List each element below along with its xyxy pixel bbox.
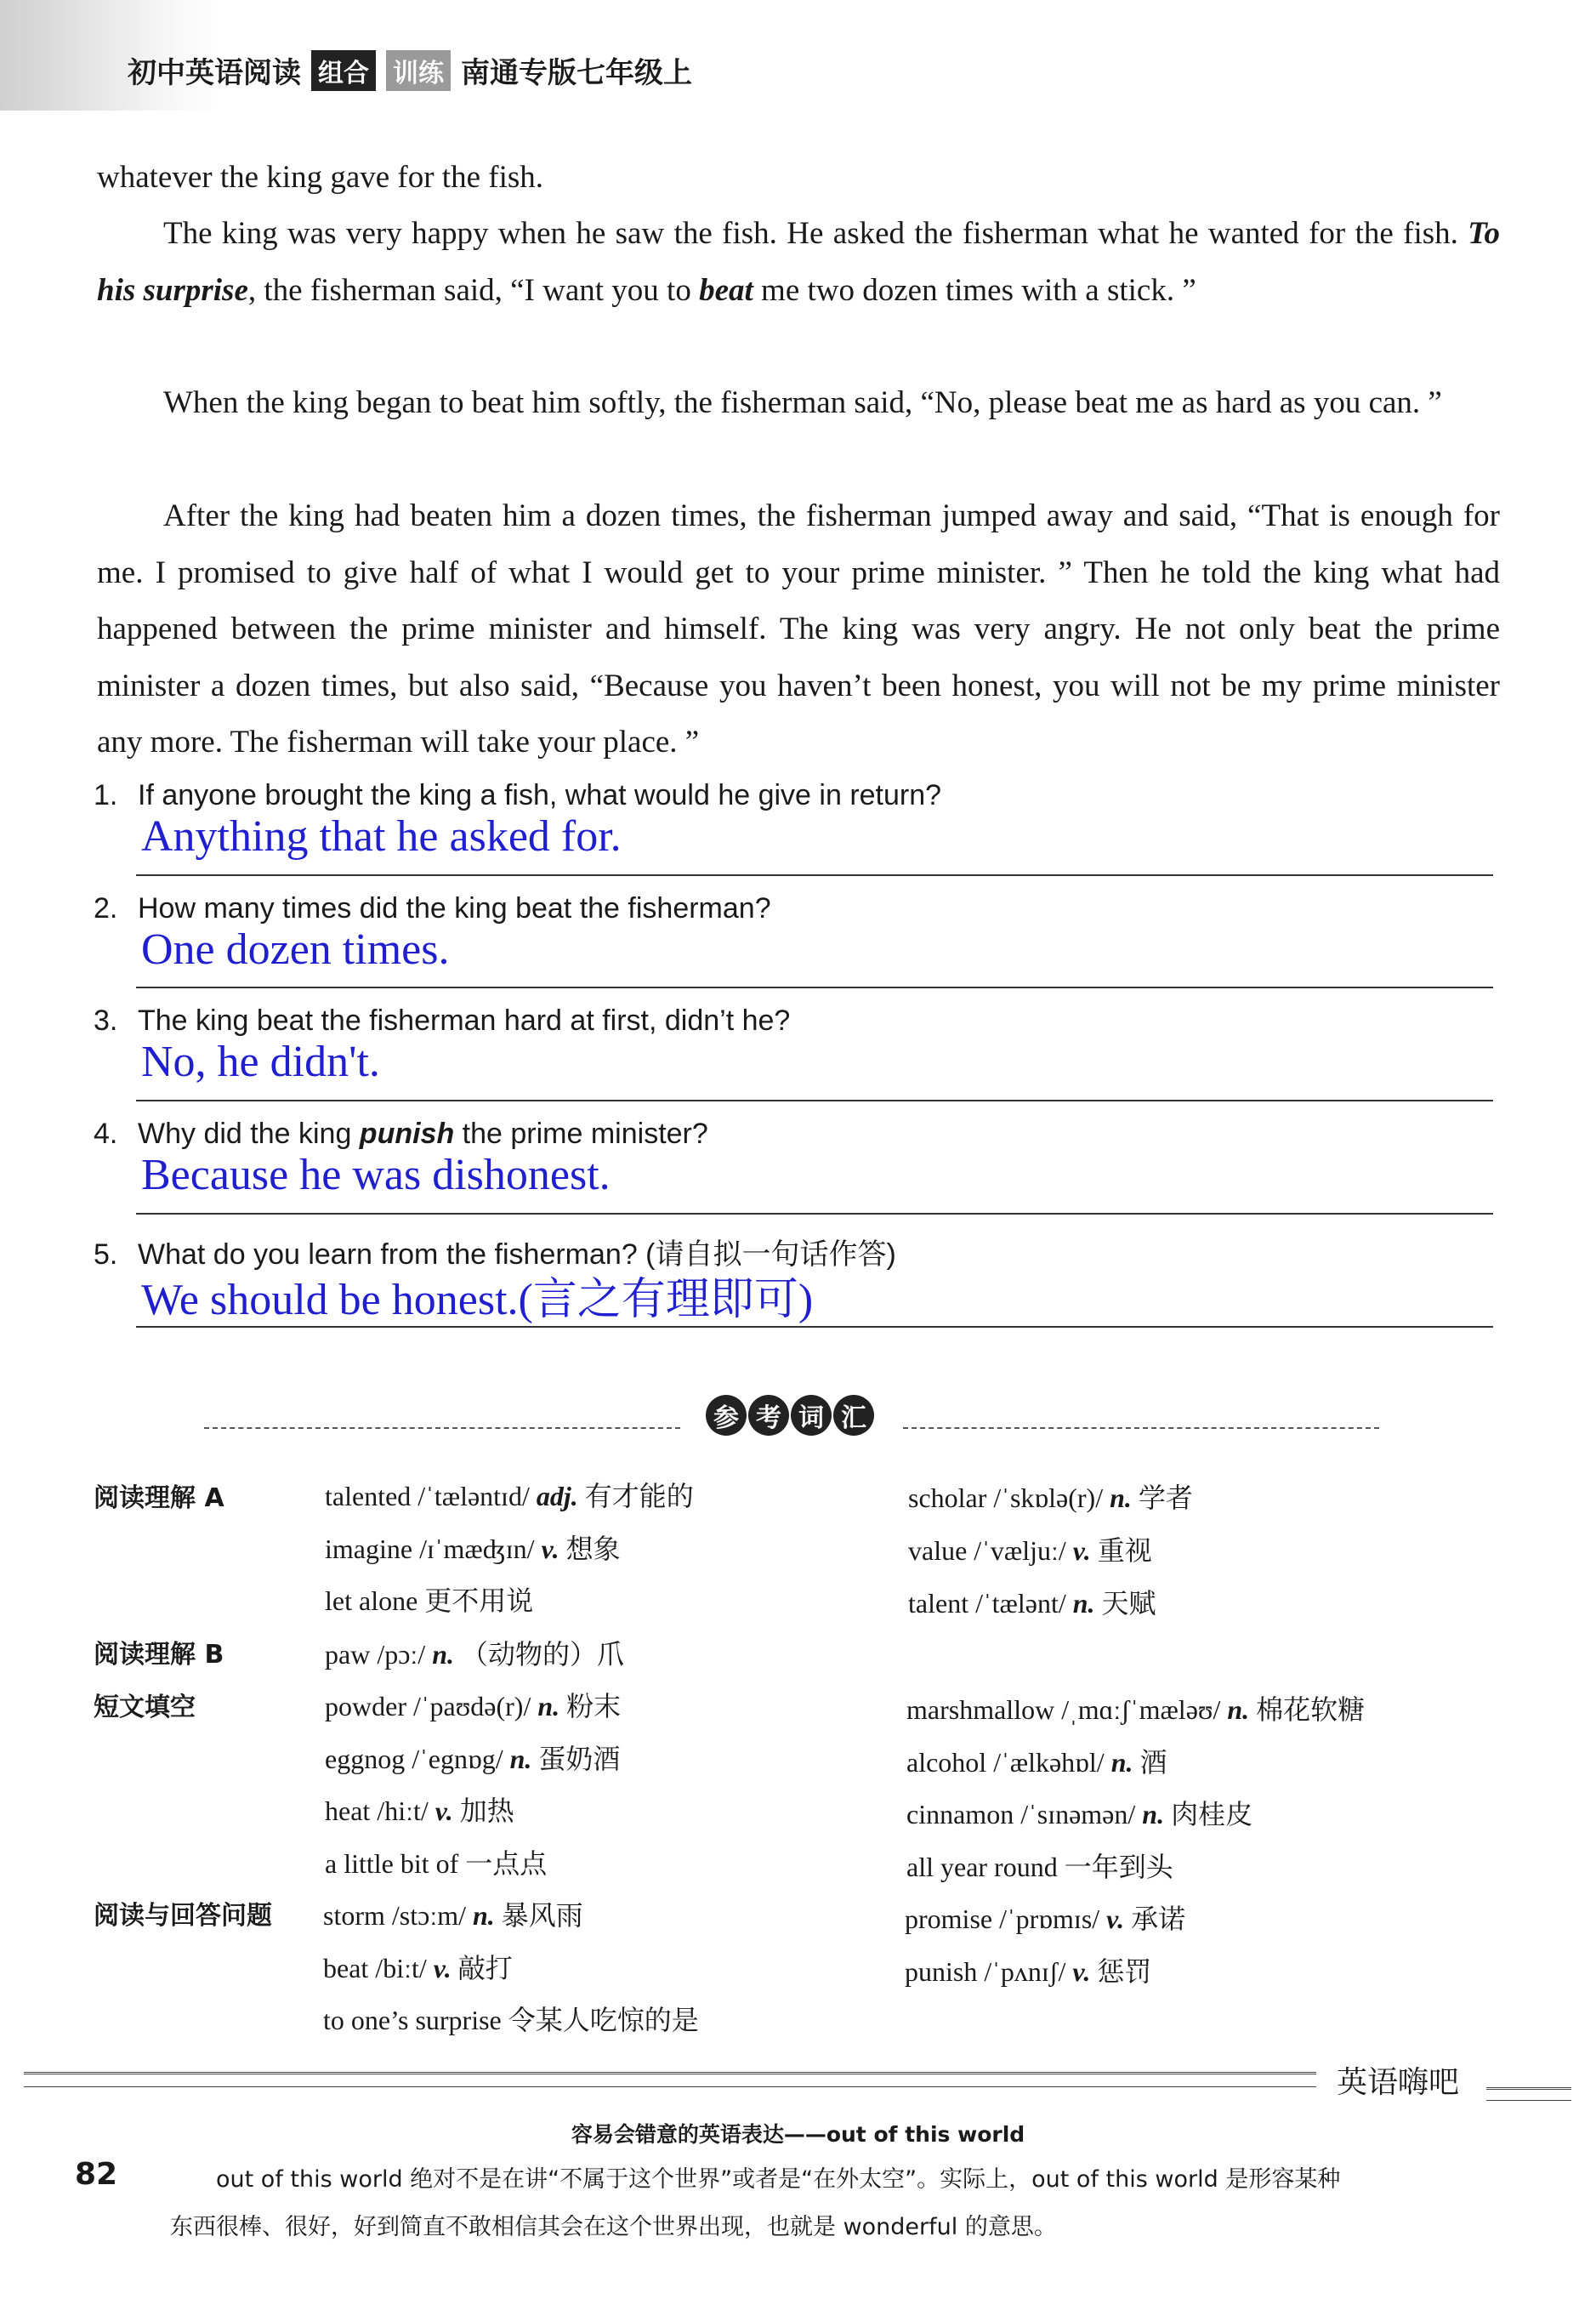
- vocab-meaning: （动物的）爪: [453, 1639, 624, 1670]
- vocab-badge: [706, 1395, 874, 1436]
- answer-line: [136, 987, 1493, 988]
- answer-line: [136, 1326, 1493, 1328]
- vocab-meaning: 粉末: [559, 1691, 622, 1721]
- vocab-entry-value: [908, 1529, 1152, 1568]
- vocab-entry-storm: [323, 1894, 583, 1933]
- vocab-section-read-answer: 阅读与回答问题: [94, 1901, 272, 1931]
- question-2: [94, 892, 1497, 925]
- vocab-pos: v.: [1072, 1956, 1091, 1987]
- question-3: [94, 1004, 1497, 1038]
- answer-line: [136, 1100, 1493, 1101]
- vocab-section-reading-a: 阅读理解 A: [94, 1483, 224, 1513]
- badge-char: 汇: [833, 1395, 874, 1436]
- vocab-entry-a-little-bit-of: [325, 1842, 547, 1881]
- vocab-word: paw /pɔː/: [325, 1639, 433, 1670]
- vocab-meaning: 酒: [1133, 1747, 1167, 1778]
- footer-rule: [24, 2072, 1316, 2087]
- page-number: 82: [75, 2157, 118, 2192]
- vocab-meaning: 承诺: [1124, 1903, 1186, 1934]
- vocab-word: value /ˈvæljuː/: [908, 1535, 1073, 1566]
- answer-1: Anything that he asked for.: [141, 812, 622, 861]
- vocab-meaning: 重视: [1090, 1535, 1152, 1566]
- passage-paragraph-0: whatever the king gave for the fish.: [97, 160, 544, 195]
- question-text: Why did the king: [138, 1118, 360, 1150]
- vocab-divider-right: [903, 1427, 1379, 1429]
- vocab-meaning: 想象: [559, 1534, 621, 1564]
- vocab-divider-left: [204, 1427, 680, 1429]
- vocab-section-reading-b: 阅读理解 B: [94, 1640, 224, 1670]
- question-text: the prime minister?: [454, 1118, 708, 1150]
- question-number: 1.: [94, 779, 118, 811]
- answer-5: We should be honest.(言之有理即可): [141, 1276, 814, 1324]
- vocab-word: alcohol /ˈælkəhɒl/: [906, 1747, 1111, 1778]
- vocab-word: eggnog /ˈegnɒg/: [325, 1744, 510, 1774]
- question-4: [94, 1118, 1497, 1151]
- vocab-entry-punish: [905, 1950, 1151, 1989]
- question-text: How many times did the king beat the fisherman?: [138, 892, 771, 925]
- vocab-pos: n.: [473, 1900, 495, 1931]
- vocab-entry-talent: [908, 1582, 1156, 1621]
- book-tag-combo: 组合: [311, 50, 376, 91]
- answer-line: [136, 1213, 1493, 1215]
- question-number: 2.: [94, 892, 118, 925]
- vocab-word: heat /hiːt/: [325, 1795, 435, 1826]
- vocab-entry-scholar: [908, 1477, 1193, 1516]
- vocab-pos: n.: [1072, 1588, 1095, 1619]
- vocab-entry-to-ones-surprise: [323, 1999, 699, 2038]
- footer-rule-right: [1486, 2087, 1571, 2101]
- vocab-word: powder /ˈpaʊdə(r)/: [325, 1691, 538, 1721]
- answer-4: Because he was dishonest.: [141, 1151, 611, 1199]
- vocab-pos: v.: [433, 1953, 452, 1983]
- question-text: If anyone brought the king a fish, what would he give in return?: [138, 779, 942, 811]
- question-number: 5.: [94, 1238, 118, 1271]
- vocab-entry-all-year-round: [906, 1846, 1173, 1885]
- vocab-meaning: 蛋奶酒: [531, 1744, 621, 1774]
- passage-text: The king was very happy when he saw the fish. He asked the fisherman what he wanted for the fish.: [163, 216, 1468, 251]
- vocab-pos: v.: [1106, 1903, 1125, 1934]
- vocab-word: promise /ˈprɒmɪs/: [905, 1903, 1107, 1934]
- tip-title: 容易会错意的英语表达——out of this world: [571, 2122, 1025, 2147]
- vocab-entry-marshmallow: [906, 1688, 1365, 1727]
- vocab-entry-beat: [323, 1947, 513, 1986]
- vocab-word: let alone 更不用说: [325, 1585, 534, 1616]
- vocab-entry-alcohol: [906, 1741, 1167, 1780]
- book-tag-training: 训练: [386, 50, 451, 91]
- vocab-entry-paw: [325, 1633, 624, 1672]
- badge-char: 词: [791, 1395, 832, 1436]
- vocab-word: imagine /ɪˈmæʤɪn/: [325, 1534, 542, 1564]
- vocab-entry-let-alone: [325, 1579, 533, 1619]
- book-title-right: 南通专版七年级上: [461, 56, 692, 90]
- vocab-meaning: 惩罚: [1090, 1956, 1152, 1987]
- question-text: The king beat the fisherman hard at first, didn’t he?: [138, 1004, 791, 1037]
- vocab-meaning: 敲打: [451, 1953, 513, 1983]
- vocab-entry-talented: [325, 1475, 694, 1514]
- answer-3: No, he didn't.: [141, 1038, 380, 1086]
- vocab-entry-promise: [905, 1898, 1185, 1937]
- vocab-entry-imagine: [325, 1528, 621, 1567]
- question-number: 3.: [94, 1004, 118, 1037]
- vocab-pos: n.: [1110, 1747, 1133, 1778]
- vocab-meaning: 暴风雨: [494, 1900, 583, 1931]
- vocab-meaning: 加热: [452, 1795, 514, 1826]
- vocab-pos: v.: [1072, 1535, 1091, 1566]
- question-word-punish: punish: [359, 1118, 455, 1150]
- vocab-pos: n.: [1142, 1799, 1165, 1829]
- passage-paragraph-2: When the king began to beat him softly, the fisherman said, “No, please beat me as hard as you can. ”: [163, 385, 1442, 420]
- vocab-pos: v.: [541, 1534, 559, 1564]
- vocab-pos: n.: [1227, 1694, 1250, 1725]
- passage-phrase-to-his-surprise: To his surprise: [97, 216, 1500, 308]
- question-text: What do you learn from the fisherman? (请自拟一句话作答): [138, 1238, 896, 1271]
- book-title-left: 初中英语阅读: [128, 56, 301, 90]
- tip-line-2: 东西很棒、很好，好到简直不敢相信其会在这个世界出现，也就是 wonderful 的意思。: [170, 2214, 1057, 2240]
- vocab-entry-heat: [325, 1790, 514, 1829]
- vocab-word: talented /ˈtæləntɪd/: [325, 1481, 537, 1511]
- footer-brand: 英语嗨吧: [1337, 2065, 1460, 2100]
- vocab-pos: n.: [1110, 1482, 1132, 1513]
- vocab-word: punish /ˈpʌnɪʃ/: [905, 1956, 1073, 1987]
- answer-2: One dozen times.: [141, 925, 450, 974]
- question-number: 4.: [94, 1118, 118, 1150]
- vocab-entry-powder: [325, 1685, 621, 1724]
- vocab-entry-eggnog: [325, 1738, 620, 1777]
- vocab-word: scholar /ˈskɒlə(r)/: [908, 1482, 1110, 1513]
- vocab-meaning: 肉桂皮: [1164, 1799, 1253, 1829]
- page-header: [0, 0, 1596, 111]
- vocab-word: marshmallow /ˌmɑːʃˈmæləʊ/: [906, 1694, 1228, 1725]
- vocab-meaning: 学者: [1131, 1482, 1193, 1513]
- vocab-section-cloze: 短文填空: [94, 1693, 196, 1722]
- vocab-word: to one’s surprise 令某人吃惊的是: [323, 2005, 699, 2035]
- tip-line-1: out of this world 绝对不是在讲“不属于这个世界”或者是“在外太空”。实际上，out of this world 是形容某种: [216, 2166, 1341, 2193]
- book-title: [128, 49, 692, 91]
- vocab-pos: n.: [509, 1744, 532, 1774]
- vocab-meaning: 天赋: [1094, 1588, 1156, 1619]
- vocab-word: all year round 一年到头: [906, 1852, 1173, 1882]
- vocab-pos: v.: [434, 1795, 453, 1826]
- vocab-meaning: 棉花软糖: [1249, 1694, 1366, 1725]
- answer-line: [136, 874, 1493, 876]
- question-1: [94, 779, 1497, 812]
- passage-text: , the fisherman said, “I want you to: [247, 272, 700, 308]
- badge-char: 参: [706, 1395, 747, 1436]
- vocab-word: storm /stɔːm/: [323, 1900, 473, 1931]
- vocab-word: beat /biːt/: [323, 1953, 434, 1983]
- vocab-word: cinnamon /ˈsɪnəmən/: [906, 1799, 1143, 1829]
- vocab-entry-cinnamon: [906, 1793, 1252, 1832]
- vocab-word: a little bit of 一点点: [325, 1848, 548, 1879]
- vocab-pos: n.: [432, 1639, 454, 1670]
- vocab-pos: adj.: [536, 1481, 578, 1511]
- vocab-pos: n.: [537, 1691, 560, 1721]
- badge-char: 考: [748, 1395, 789, 1436]
- passage-paragraph-3: After the king had beaten him a dozen times, the fisherman jumped away and said, “That is enough for me. I promised to give half of what I would get to your prime minister. ” Then he told the king what had happened between the prime minister and himself. The king was very angry. He not only beat the prime minister a dozen times, but also said, “Because you haven’t been honest, you will not be my prime minister any more. The fisherman will take your place. ”: [97, 498, 1500, 760]
- passage-word-beat: beat: [699, 272, 753, 308]
- vocab-word: talent /ˈtælənt/: [908, 1588, 1073, 1619]
- passage-text: me two dozen times with a stick. ”: [753, 272, 1196, 308]
- vocab-meaning: 有才能的: [577, 1481, 694, 1511]
- passage-paragraph-1: [97, 206, 1500, 319]
